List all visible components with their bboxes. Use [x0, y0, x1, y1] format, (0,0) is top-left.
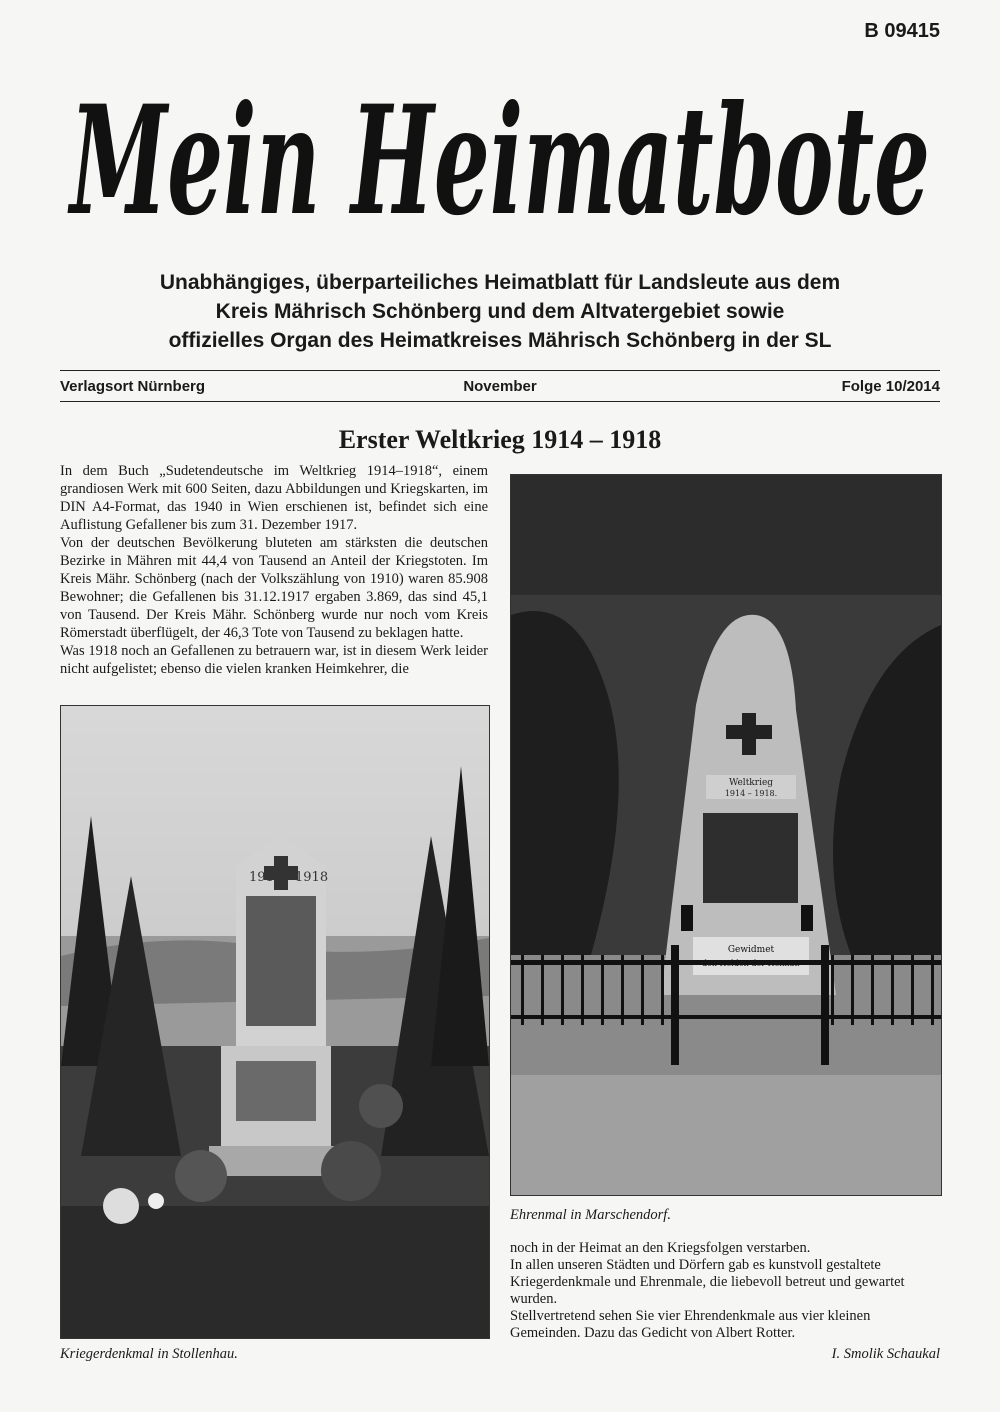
article-column-right: [510, 1240, 940, 1342]
masthead-subtitle: [60, 268, 940, 355]
paragraph: In dem Buch „Sudetendeutsche im Weltkrieg 1914–1918“, einem grandiosen Werk mit 600 Seiten, dazu Abbildungen und Kriegskarten, im DIN A4-Format, das 1940 in Wien erschienen ist, befindet sich eine Auflistung Gefallener bis zum 31. Dezember 1917.: [60, 463, 488, 533]
subtitle-line: Kreis Mährisch Schönberg und dem Altvatergebiet sowie: [215, 300, 785, 323]
caption-marschendorf: Ehrenmal in Marschendorf.: [510, 1207, 671, 1223]
article-headline: Erster Weltkrieg 1914 – 1918: [338, 425, 662, 454]
paragraph: Von der deutschen Bevölkerung bluteten am stärksten die deutschen Bezirke in Mähren mit 44,4 von Tausend an Anteil der Kriegstoten. Im Kreis Mähr. Schönberg (nach der Volkszählung von 1910) waren 85.908 Bewohner; die Gefallenen bis 31.12.1917 ergaben 3.869, das sind 45,1 von Tausend. Der Kreis Mähr. Schönberg wurde nur noch vom Kreis Römerstadt überflügelt, der 46,3 Tote von Tausend zu beklagen hatte.: [60, 535, 488, 641]
paragraph: Was 1918 noch an Gefallenen zu betrauern war, ist in diesem Werk leider nicht aufgelistet; ebenso die vielen kranken Heimkehrer, die: [60, 643, 488, 677]
paragraph: Stellvertretend sehen Sie vier Ehrendenkmale aus vier kleinen Gemeinden. Dazu das Gedicht von Albert Rotter.: [510, 1308, 871, 1341]
masthead-logo: [60, 48, 940, 248]
plaque-title: Weltkrieg: [728, 778, 774, 788]
divider-top: [60, 370, 940, 371]
postal-code: B 09415: [864, 20, 940, 42]
dedication-line-1: Gewidmet: [727, 945, 775, 955]
issue-number: Folge 10/2014: [841, 378, 940, 395]
subtitle-line: offizielles Organ des Heimatkreises Mährisch Schönberg in der SL: [168, 329, 832, 352]
issue-month: November: [463, 378, 537, 395]
monument-year-right: 1918: [295, 870, 329, 885]
plaque-years: 1914 – 1918.: [724, 789, 778, 798]
photo-stollenhau: [60, 705, 490, 1339]
photo-marschendorf: [510, 474, 942, 1196]
publication-place: Verlagsort Nürnberg: [60, 378, 206, 395]
info-bar: [60, 376, 940, 398]
paragraph: In allen unseren Städten und Dörfern gab es kunstvoll gestaltete Kriegerdenkmale und Ehrenmale, die liebevoll betreut und gewartet wurden.: [510, 1257, 905, 1307]
divider-bottom: [60, 401, 940, 402]
masthead-title: Mein Heimatbote: [67, 73, 930, 248]
paragraph: noch in der Heimat an den Kriegsfolgen verstarben.: [510, 1240, 811, 1256]
subtitle-line: Unabhängiges, überparteiliches Heimatblatt für Landsleute aus dem: [159, 271, 841, 294]
article-author: I. Smolik Schaukal: [831, 1346, 940, 1362]
caption-stollenhau: Kriegerdenkmal in Stollenhau.: [60, 1346, 238, 1362]
article-column-left: [60, 462, 488, 678]
monument-year-left: 1914: [249, 870, 283, 885]
